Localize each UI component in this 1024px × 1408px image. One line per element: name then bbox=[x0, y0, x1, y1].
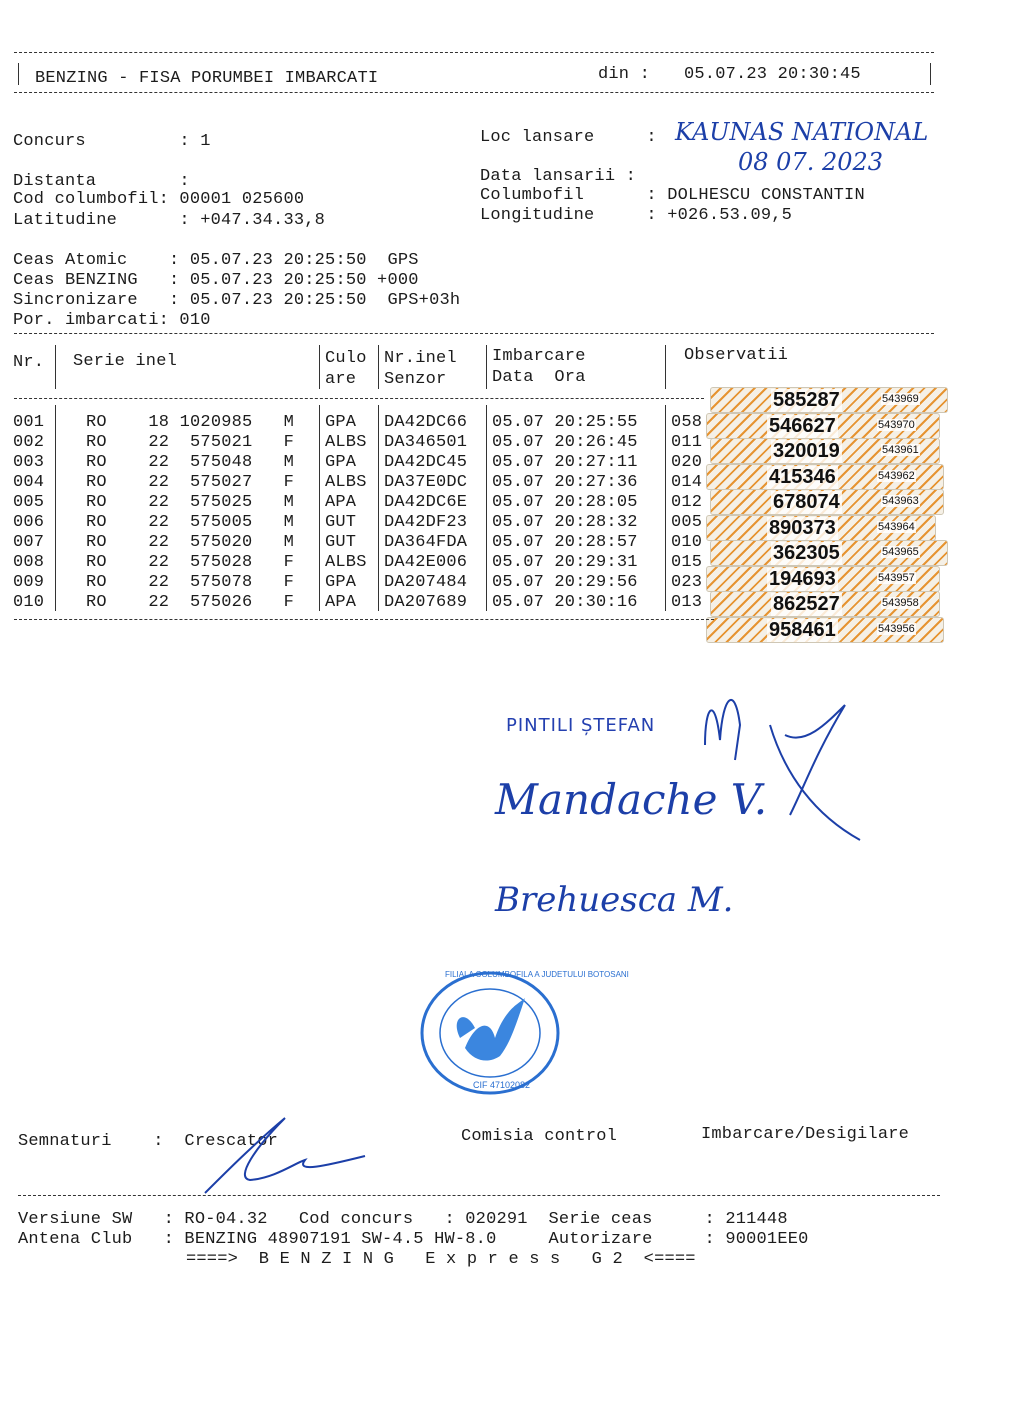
sticker-code: 362305 bbox=[773, 542, 840, 564]
table-cell-observatii: 005 bbox=[671, 513, 703, 532]
table-cell-culoare: ALBS bbox=[325, 473, 367, 492]
table-cell-nr: 005 bbox=[13, 493, 45, 512]
table-top-rule bbox=[14, 333, 934, 334]
table-cell-observatii: 014 bbox=[671, 473, 703, 492]
sticker-serial: 543965 bbox=[882, 546, 919, 558]
column-divider bbox=[319, 345, 320, 389]
sticker-code: 678074 bbox=[773, 491, 840, 513]
benzing-express-line: ====> B E N Z I N G E x p r e s s G 2 <==== bbox=[186, 1250, 696, 1269]
column-divider bbox=[378, 345, 379, 389]
table-cell-nr: 002 bbox=[13, 433, 45, 452]
stamp-bottom-text: CIF 47102082 bbox=[473, 1080, 531, 1090]
body-divider bbox=[319, 405, 320, 611]
table-cell-imbarcare: 05.07 20:29:56 bbox=[492, 573, 638, 592]
table-cell-nr: 001 bbox=[13, 413, 45, 432]
stamp-circle-icon bbox=[415, 968, 629, 1098]
header-left-bar bbox=[18, 63, 19, 85]
sticker-serial: 543958 bbox=[882, 597, 919, 609]
ring-sticker bbox=[710, 438, 940, 464]
column-divider bbox=[665, 345, 666, 389]
table-cell-imbarcare: 05.07 20:26:45 bbox=[492, 433, 638, 452]
sticker-code: 415346 bbox=[769, 465, 836, 488]
sticker-serial: 543964 bbox=[878, 520, 915, 533]
ring-sticker bbox=[710, 489, 944, 515]
table-cell-observatii: 013 bbox=[671, 593, 703, 612]
column-header-culoare-1: Culo bbox=[325, 349, 367, 368]
sticker-serial: 543970 bbox=[878, 418, 915, 431]
table-cell-culoare: ALBS bbox=[325, 553, 367, 572]
table-cell-senzor: DA42DC6E bbox=[384, 493, 468, 512]
comisia-control-label: Comisia control bbox=[461, 1127, 618, 1146]
table-cell-serie: RO 22 575005 M bbox=[86, 513, 295, 532]
sticker-serial: 543969 bbox=[882, 393, 919, 405]
table-cell-serie: RO 22 575028 F bbox=[86, 553, 295, 572]
table-cell-imbarcare: 05.07 20:28:57 bbox=[492, 533, 638, 552]
table-cell-senzor: DA42DF23 bbox=[384, 513, 468, 532]
ring-sticker bbox=[710, 540, 948, 566]
header-din-label: din : bbox=[598, 65, 651, 84]
sticker-serial: 543962 bbox=[878, 469, 915, 482]
table-cell-nr: 008 bbox=[13, 553, 45, 572]
table-cell-senzor: DA346501 bbox=[384, 433, 468, 452]
table-cell-senzor: DA207484 bbox=[384, 573, 468, 592]
table-bottom-rule bbox=[14, 619, 714, 620]
table-cell-nr: 009 bbox=[13, 573, 45, 592]
sticker-serial: 543956 bbox=[878, 622, 915, 635]
por-imbarcati-line: Por. imbarcati: 010 bbox=[13, 311, 211, 330]
crescator-signature bbox=[195, 1108, 370, 1203]
table-cell-culoare: GUT bbox=[325, 533, 357, 552]
table-cell-serie: RO 22 575020 M bbox=[86, 533, 295, 552]
table-cell-imbarcare: 05.07 20:25:55 bbox=[492, 413, 638, 432]
table-cell-observatii: 020 bbox=[671, 453, 703, 472]
table-cell-observatii: 058 bbox=[671, 413, 703, 432]
ring-sticker bbox=[706, 413, 940, 439]
column-header-culoare-2: are bbox=[325, 370, 357, 389]
table-cell-observatii: 012 bbox=[671, 493, 703, 512]
column-divider bbox=[55, 345, 56, 389]
table-cell-culoare: GPA bbox=[325, 573, 357, 592]
body-divider bbox=[378, 405, 379, 611]
table-cell-observatii: 015 bbox=[671, 553, 703, 572]
cod-columbofil-line: Cod columbofil: 00001 025600 bbox=[13, 190, 305, 209]
printed-name-stamp: PINTILI ȘTEFAN bbox=[506, 715, 656, 736]
semnaturi-line: Semnaturi : Crescator bbox=[18, 1132, 279, 1151]
data-lansarii-label: Data lansarii : bbox=[480, 167, 637, 186]
document-title: BENZING - FISA PORUMBEI IMBARCATI bbox=[35, 69, 379, 88]
longitudine-line: Longitudine : +026.53.09,5 bbox=[480, 206, 793, 225]
column-header-observatii: Observatii bbox=[684, 346, 789, 365]
versiune-line: Versiune SW : RO-04.32 Cod concurs : 020291 Serie ceas : 211448 bbox=[18, 1210, 788, 1229]
imbarcare-desigilare-label: Imbarcare/Desigilare bbox=[701, 1125, 910, 1144]
table-cell-serie: RO 22 575048 M bbox=[86, 453, 295, 472]
table-cell-imbarcare: 05.07 20:28:05 bbox=[492, 493, 638, 512]
footer-rule bbox=[18, 1195, 940, 1196]
table-cell-serie: RO 22 575025 M bbox=[86, 493, 295, 512]
sticker-code: 320019 bbox=[773, 440, 840, 462]
table-cell-observatii: 010 bbox=[671, 533, 703, 552]
body-divider bbox=[665, 405, 666, 611]
table-cell-senzor: DA42E006 bbox=[384, 553, 468, 572]
table-cell-culoare: ALBS bbox=[325, 433, 367, 452]
antena-line: Antena Club : BENZING 48907191 SW-4.5 HW-8.0 Autorizare : 90001EE0 bbox=[18, 1230, 809, 1249]
table-cell-senzor: DA364FDA bbox=[384, 533, 468, 552]
club-stamp bbox=[415, 968, 629, 1098]
column-header-imbarcare-1: Imbarcare bbox=[492, 347, 586, 366]
sticker-code: 194693 bbox=[769, 567, 836, 590]
data-lansarii-handwritten: 08 07. 2023 bbox=[738, 148, 884, 176]
sticker-code: 862527 bbox=[773, 593, 840, 615]
signature-mandache: Mandache V. bbox=[495, 775, 768, 824]
table-cell-observatii: 011 bbox=[671, 433, 703, 452]
loc-lansare-handwritten: KAUNAS NATIONAL bbox=[675, 118, 929, 146]
ceas-benzing-line: Ceas BENZING : 05.07.23 20:25:50 +000 bbox=[13, 271, 419, 290]
table-cell-imbarcare: 05.07 20:27:11 bbox=[492, 453, 638, 472]
body-divider bbox=[486, 405, 487, 611]
table-cell-serie: RO 22 575027 F bbox=[86, 473, 295, 492]
column-header-imbarcare-2: Data Ora bbox=[492, 368, 586, 387]
sticker-serial: 543957 bbox=[878, 571, 915, 584]
sticker-code: 958461 bbox=[769, 618, 836, 641]
ring-sticker bbox=[706, 515, 936, 541]
sincronizare-line: Sincronizare : 05.07.23 20:25:50 GPS+03h bbox=[13, 291, 461, 310]
table-cell-nr: 006 bbox=[13, 513, 45, 532]
table-cell-nr: 010 bbox=[13, 593, 45, 612]
table-cell-serie: RO 22 575021 F bbox=[86, 433, 295, 452]
sticker-serial: 543963 bbox=[882, 495, 919, 507]
header-right-bar bbox=[930, 63, 931, 85]
table-cell-imbarcare: 05.07 20:29:31 bbox=[492, 553, 638, 572]
sticker-code: 890373 bbox=[769, 516, 836, 539]
table-header-rule bbox=[14, 398, 704, 399]
table-cell-serie: RO 18 1020985 M bbox=[86, 413, 295, 432]
column-divider bbox=[486, 345, 487, 389]
distanta-line: Distanta : bbox=[13, 172, 190, 191]
sticker-code: 546627 bbox=[769, 414, 836, 437]
ring-sticker bbox=[710, 591, 940, 617]
table-cell-senzor: DA37E0DC bbox=[384, 473, 468, 492]
table-cell-serie: RO 22 575026 F bbox=[86, 593, 295, 612]
stamp-top-text: FILIALA COLUMBOFILA A JUDETULUI BOTOSANI bbox=[445, 970, 629, 979]
table-cell-senzor: DA207689 bbox=[384, 593, 468, 612]
ring-sticker bbox=[706, 617, 944, 643]
column-header-nrinel-2: Senzor bbox=[384, 370, 447, 389]
signature-brehuesca: Brehuesca M. bbox=[495, 880, 734, 920]
column-header-nr: Nr. bbox=[13, 353, 45, 372]
table-cell-culoare: APA bbox=[325, 593, 357, 612]
body-divider bbox=[55, 405, 56, 611]
table-cell-imbarcare: 05.07 20:27:36 bbox=[492, 473, 638, 492]
table-cell-serie: RO 22 575078 F bbox=[86, 573, 295, 592]
table-cell-culoare: GPA bbox=[325, 453, 357, 472]
ring-sticker bbox=[710, 387, 948, 413]
table-cell-senzor: DA42DC66 bbox=[384, 413, 468, 432]
header-datetime: 05.07.23 20:30:45 bbox=[684, 65, 861, 84]
header-bottom-rule bbox=[14, 92, 934, 93]
table-cell-imbarcare: 05.07 20:28:32 bbox=[492, 513, 638, 532]
table-cell-culoare: GPA bbox=[325, 413, 357, 432]
sticker-code: 585287 bbox=[773, 389, 840, 411]
table-cell-observatii: 023 bbox=[671, 573, 703, 592]
table-cell-imbarcare: 05.07 20:30:16 bbox=[492, 593, 638, 612]
table-cell-culoare: GUT bbox=[325, 513, 357, 532]
ring-sticker bbox=[706, 566, 940, 592]
concurs-line: Concurs : 1 bbox=[13, 132, 211, 151]
table-cell-nr: 004 bbox=[13, 473, 45, 492]
columbofil-line: Columbofil : DOLHESCU CONSTANTIN bbox=[480, 186, 865, 205]
latitudine-line: Latitudine : +047.34.33,8 bbox=[13, 211, 326, 230]
sticker-serial: 543961 bbox=[882, 444, 919, 456]
loc-lansare-label: Loc lansare : bbox=[480, 128, 657, 147]
column-header-serie: Serie inel bbox=[73, 352, 178, 371]
table-cell-senzor: DA42DC45 bbox=[384, 453, 468, 472]
table-cell-nr: 007 bbox=[13, 533, 45, 552]
table-cell-culoare: APA bbox=[325, 493, 357, 512]
column-header-nrinel-1: Nr.inel bbox=[384, 349, 457, 368]
ring-sticker bbox=[706, 464, 944, 490]
ceas-atomic-line: Ceas Atomic : 05.07.23 20:25:50 GPS bbox=[13, 251, 419, 270]
table-cell-nr: 003 bbox=[13, 453, 45, 472]
header-top-rule bbox=[14, 52, 934, 53]
